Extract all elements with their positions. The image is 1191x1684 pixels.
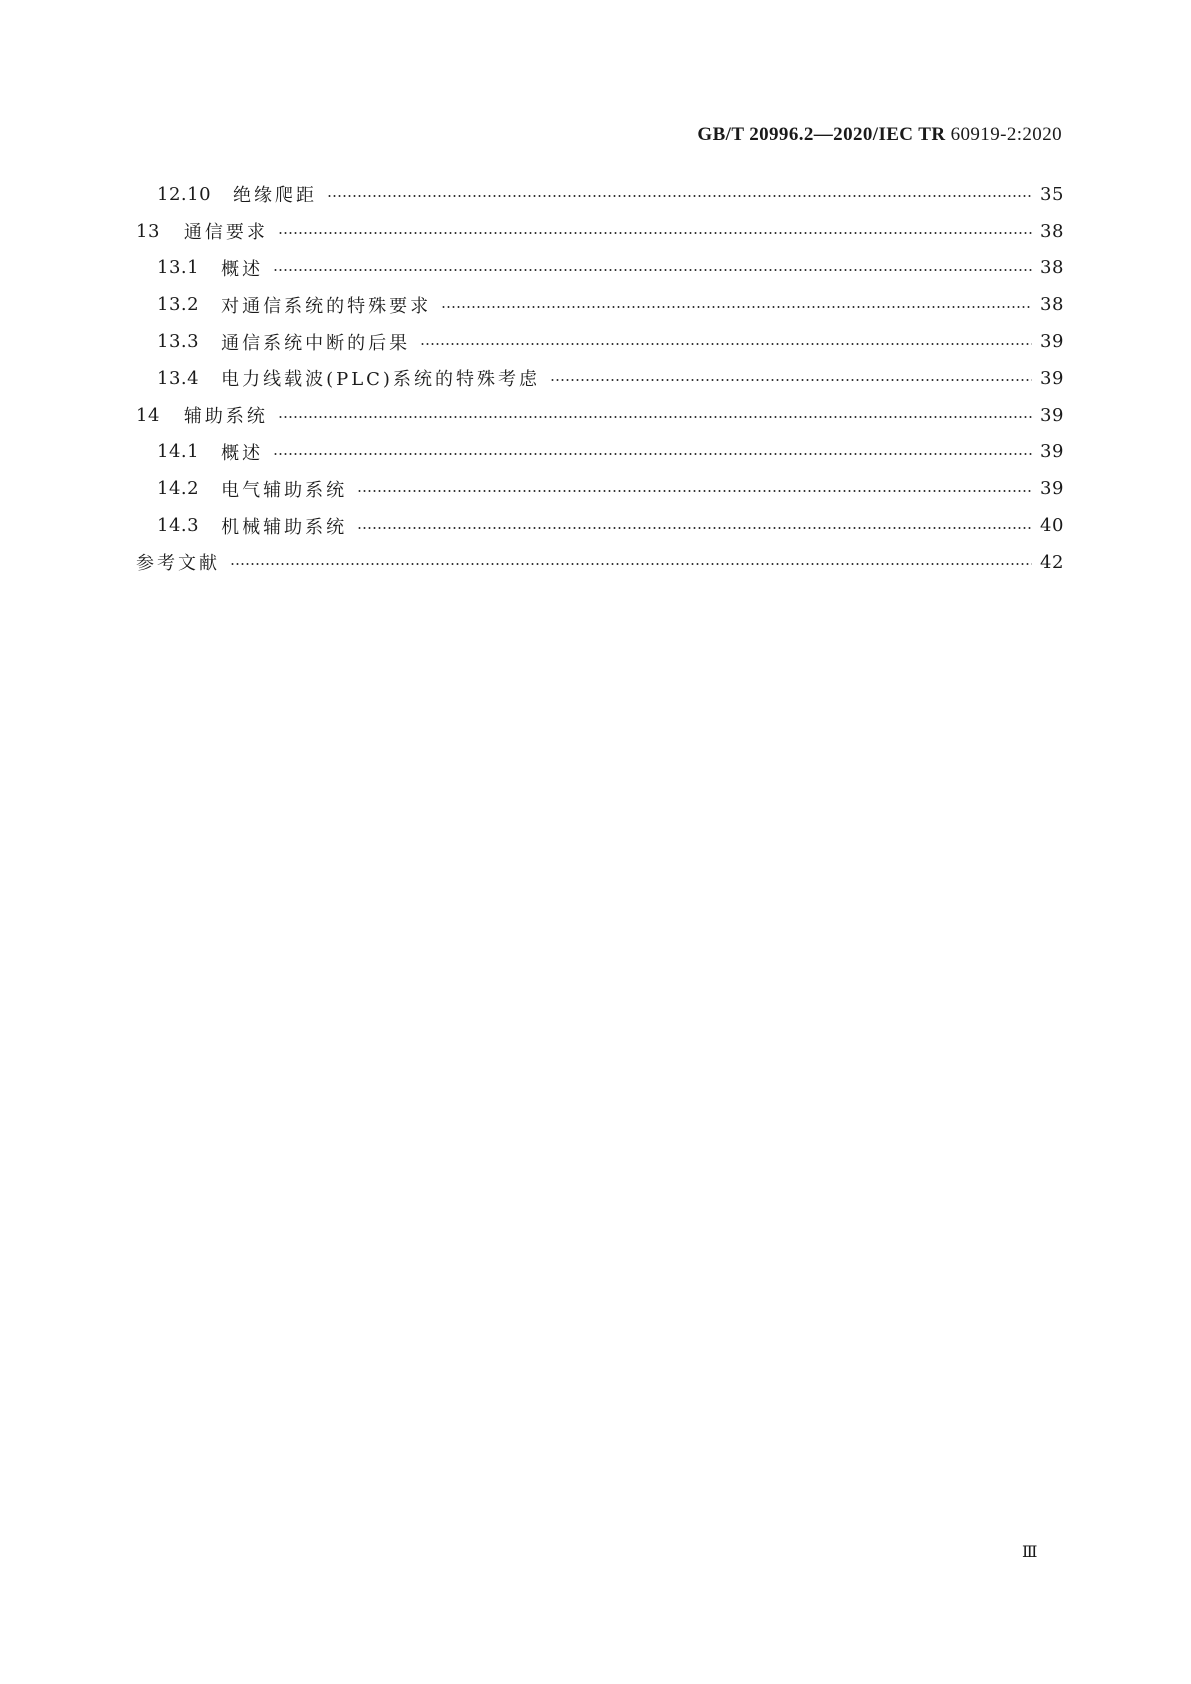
dot-leader	[278, 232, 1032, 234]
toc-entry-title: 辅助系统	[183, 406, 268, 428]
toc-entry[interactable]	[136, 544, 1062, 581]
toc-entry-page: 39	[1040, 478, 1064, 500]
toc-entry-number: 13.2	[157, 294, 200, 316]
toc-entry[interactable]	[136, 323, 1062, 360]
toc-entry-page: 39	[1040, 404, 1064, 426]
document-header	[697, 124, 1062, 146]
toc-entry-number: 13.4	[157, 367, 200, 389]
toc-entry-number: 13.1	[157, 257, 200, 279]
table-of-contents	[136, 176, 1062, 581]
toc-entry-page: 39	[1040, 367, 1064, 389]
toc-entry-title: 电力线载波(PLC)系统的特殊考虑	[221, 369, 540, 391]
toc-entry-title: 通信系统中断的后果	[221, 332, 411, 354]
dot-leader	[357, 490, 1032, 492]
toc-entry-page: 38	[1040, 220, 1064, 242]
toc-entry[interactable]	[136, 507, 1062, 544]
toc-entry-title: 机械辅助系统	[221, 516, 348, 538]
toc-entry-page: 42	[1040, 551, 1064, 573]
toc-entry-number: 13.3	[157, 331, 200, 353]
toc-entry[interactable]	[136, 286, 1062, 323]
toc-entry-title: 概述	[221, 442, 264, 464]
toc-entry-title: 绝缘爬距	[233, 185, 318, 207]
toc-entry-title: 电气辅助系统	[221, 479, 348, 501]
toc-entry-number: 14.2	[157, 478, 200, 500]
toc-entry-number: 14	[136, 404, 160, 426]
dot-leader	[420, 343, 1032, 345]
toc-entry[interactable]	[136, 250, 1062, 287]
toc-entry-title: 参考文献	[136, 553, 220, 575]
toc-entry-number: 14.3	[157, 515, 200, 537]
page-number: Ⅲ	[1022, 1542, 1038, 1561]
toc-entry-page: 35	[1040, 183, 1064, 205]
toc-entry-number: 14.1	[157, 441, 200, 463]
toc-entry-title: 对通信系统的特殊要求	[221, 295, 432, 317]
dot-leader	[230, 563, 1032, 565]
toc-entry[interactable]	[136, 360, 1062, 397]
dot-leader	[357, 527, 1032, 529]
standard-code: GB/T 20996.2—2020/IEC TR	[697, 124, 946, 145]
toc-entry[interactable]	[136, 213, 1062, 250]
dot-leader	[273, 453, 1032, 455]
toc-entry-title: 通信要求	[183, 222, 268, 244]
toc-entry-page: 40	[1040, 515, 1064, 537]
toc-entry-page: 39	[1040, 331, 1064, 353]
toc-entry-number: 12.10	[157, 183, 212, 205]
dot-leader	[550, 379, 1032, 381]
dot-leader	[441, 306, 1032, 308]
dot-leader	[327, 195, 1032, 197]
toc-entry[interactable]	[136, 176, 1062, 213]
toc-entry-page: 39	[1040, 441, 1064, 463]
dot-leader	[278, 416, 1032, 418]
dot-leader	[273, 269, 1032, 271]
toc-entry-page: 38	[1040, 294, 1064, 316]
toc-entry-title: 概述	[221, 258, 264, 280]
toc-entry-number: 13	[136, 220, 160, 242]
toc-entry-page: 38	[1040, 257, 1064, 279]
toc-entry[interactable]	[136, 470, 1062, 507]
standard-code-suffix: 60919-2:2020	[950, 124, 1062, 145]
toc-entry[interactable]	[136, 397, 1062, 434]
toc-entry[interactable]	[136, 434, 1062, 471]
